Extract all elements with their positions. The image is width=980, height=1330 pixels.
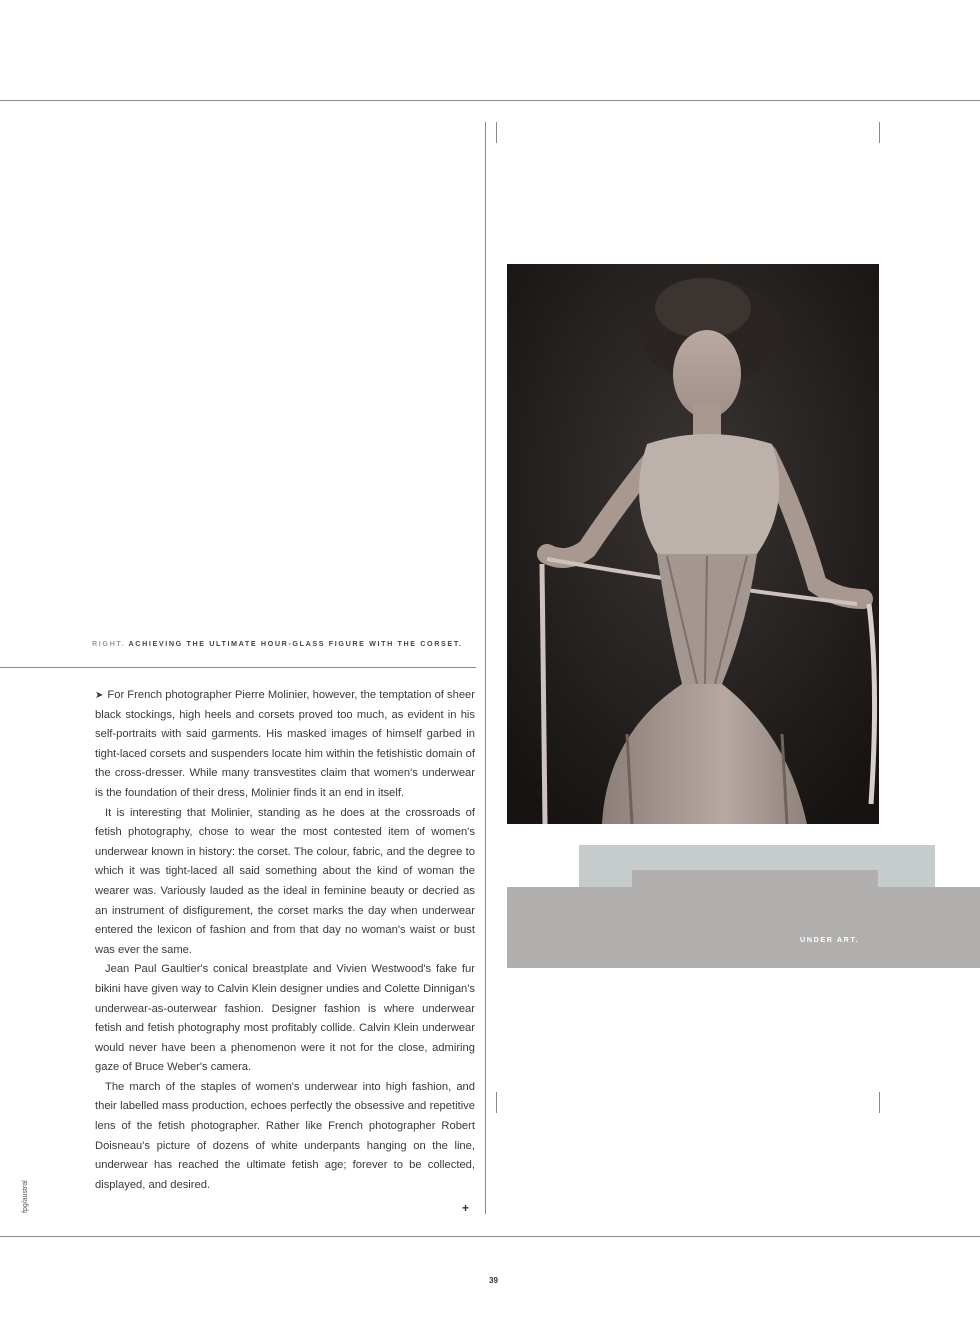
- page-number: 39: [489, 1276, 498, 1285]
- tick-top-left: [496, 122, 497, 143]
- photo-caption: [92, 639, 492, 648]
- arrow-icon: ➤: [95, 690, 104, 701]
- tick-bottom-left: [496, 1092, 497, 1113]
- caption-label: RIGHT.: [92, 639, 126, 648]
- photo-credit: fpg/austral: [22, 1180, 29, 1213]
- article-body: [95, 686, 475, 1195]
- decor-block-tab: [878, 941, 980, 968]
- corset-portrait-photo: [507, 264, 879, 824]
- article-paragraph-2: It is interesting that Molinier, standing as he does at the crossroads of fetish photography, chose to wear the most contested item of women's underwear known in history: the corset. The colour, fabric, and the degree to which it was tight-laced all said something about the kind of woman the wearer was. Variously lauded as the ideal in feminine beauty or decried as an instrument of disfigurement, the corset marks the day when underwear entered the lexicon of fashion and from that day no woman's waist or bust was ever the same.: [95, 806, 475, 956]
- caption-text: ACHIEVING THE ULTIMATE HOUR-GLASS FIGURE WITH THE CORSET.: [128, 639, 463, 648]
- gutter-rule: [485, 122, 486, 1214]
- corset-portrait-illustration: [507, 264, 879, 824]
- article-paragraph-3: Jean Paul Gaultier's conical breastplate and Vivien Westwood's fake fur bikini have given way to Calvin Klein designer undies and Colette Dinnigan's underwear-as-outerwear fashion. Designer fashion is where underwear fetish and fetish photography most profitably collide. Calvin Klein underwear would never have been a phenomenon were it not for the close, admiring gaze of Bruce Weber's camera.: [95, 963, 475, 1074]
- article-paragraph-4: The march of the staples of women's underwear into high fashion, and their labelled mass production, echoes perfectly the obsessive and repetitive lens of the fetish photographer. Rather like French photographer Robert Doisneau's picture of dozens of white underpants hanging on the line, underwear has reached the ultimate fetish age; forever to be collected, displayed, and desired.: [95, 1080, 475, 1191]
- caption-rule: [0, 667, 476, 668]
- top-rule: [0, 100, 980, 101]
- tick-bottom-right: [879, 1092, 880, 1113]
- section-label: UNDER ART.: [800, 935, 860, 944]
- bottom-rule: [0, 1236, 980, 1237]
- end-mark-icon: +: [462, 1201, 470, 1215]
- tick-top-right: [879, 122, 880, 143]
- article-paragraph-1: ➤ For French photographer Pierre Molinier, however, the temptation of sheer black stockings, high heels and corsets proved too much, as evident in his self-portraits with said garments. His masked images of himself garbed in tight-laced corsets and suspenders locate him within the fetishistic domain of the cross-dresser. While many transvestites claim that women's underwear is the foundation of their dress, Molinier finds it an end in itself.: [95, 689, 475, 799]
